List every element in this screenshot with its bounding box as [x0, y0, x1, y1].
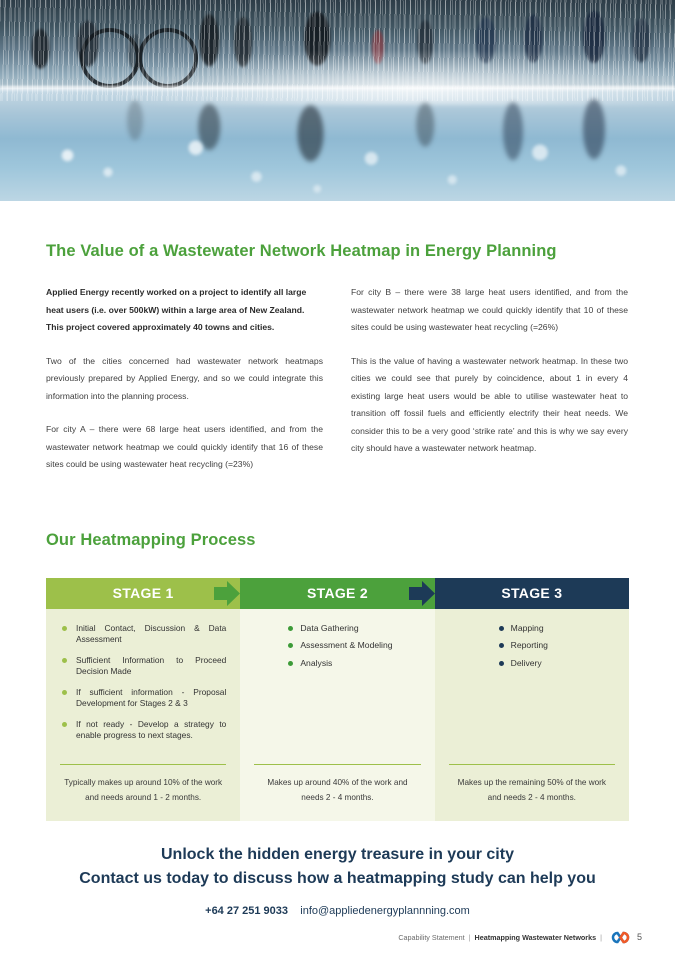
list-item: Sufficient Information to Proceed Decision Made: [60, 655, 226, 678]
paragraph: For city B – there were 38 large heat users identified, and from the wastewater network heatmap we could quickly identify that 10 of these sites could be using wastewater heat recycling (=26%): [351, 287, 628, 332]
value-section-columns: [46, 284, 629, 490]
stage-3-bullet-list: [497, 623, 615, 670]
hero-bokeh-droplets: [0, 125, 675, 201]
value-left-column: [46, 284, 323, 490]
list-item: If sufficient information - Proposal Development for Stages 2 & 3: [60, 687, 226, 710]
cta-line-1: Unlock the hidden energy treasure in your city: [161, 845, 514, 863]
call-to-action: [46, 843, 629, 917]
heatmapping-process-diagram: [46, 578, 629, 821]
stage-note-1: Typically makes up around 10% of the work and needs around 1 - 2 months.: [46, 765, 240, 821]
list-item: Initial Contact, Discussion & Data Assessment: [60, 623, 226, 646]
footer-separator: |: [468, 932, 471, 942]
stage-header-2: [240, 578, 434, 609]
list-item: Analysis: [286, 658, 420, 670]
page-number: 5: [636, 932, 642, 942]
stage-label: STAGE 1: [112, 585, 174, 601]
value-section-title: The Value of a Wastewater Network Heatmap in Energy Planning: [46, 242, 557, 260]
stage-2-bullet-list: [286, 623, 420, 670]
paragraph: This is the value of having a wastewater network heatmap. In these two cities we could see that purely by coincidence, about 1 in every 4 existing large heat users would be able to utilise wastewater heat to transition off fossil fuels and efficiently electrify their heat needs. We consider this to be a very good ‘strike rate’ and this is why we say every city should have a wastewater network heatmap.: [351, 355, 628, 453]
stage-column-3: [435, 609, 629, 764]
process-section-title: Our Heatmapping Process: [46, 530, 256, 549]
hero-horizon-line: [0, 86, 675, 91]
stage-note-row: [46, 765, 629, 821]
list-item: Assessment & Modeling: [286, 640, 420, 652]
company-logo-icon: [611, 931, 630, 944]
list-item: If not ready - Develop a strategy to enable progress to next stages.: [60, 719, 226, 742]
stage-header-bar: [46, 578, 629, 609]
list-item: Reporting: [497, 640, 615, 652]
page-footer: [0, 919, 675, 955]
stage-1-bullet-list: [60, 623, 226, 742]
paragraph: Applied Energy recently worked on a project to identify all large heat users (i.e. over 500kW) within a large area of New Zealand. This project covered approximately 40 towns and cities.: [46, 287, 307, 332]
footer-separator: |: [600, 932, 602, 942]
paragraph: For city A – there were 68 large heat users identified, and from the wastewater network heatmap we could quickly identify that 16 of these sites could be using wastewater heat recycling (=23%): [46, 424, 323, 469]
hero-image: [0, 0, 675, 201]
cta-line-2: Contact us today to discuss how a heatmapping study can help you: [79, 869, 596, 887]
arrow-right-icon: [214, 578, 240, 609]
footer-document-title: Heatmapping Wastewater Networks: [474, 932, 597, 942]
stage-label: STAGE 2: [307, 585, 368, 601]
contact-details: [46, 905, 629, 917]
list-item: Mapping: [497, 623, 615, 635]
stage-header-1: [46, 578, 240, 609]
email-address[interactable]: info@appliedenergyplannning.com: [300, 904, 470, 917]
stage-column-1: [46, 609, 240, 764]
stage-note-3: Makes up the remaining 50% of the work and needs 2 - 4 months.: [435, 765, 629, 821]
stage-header-3: [435, 578, 629, 609]
footer-document-type: Capability Statement: [398, 932, 465, 942]
page-content: [46, 201, 629, 917]
list-item: Delivery: [497, 658, 615, 670]
arrow-right-icon: [409, 578, 435, 609]
phone-number[interactable]: +64 27 251 9033: [205, 904, 289, 917]
list-item: Data Gathering: [286, 623, 420, 635]
paragraph: Two of the cities concerned had wastewater network heatmaps previously prepared by Applied Energy, and so we could integrate this information into the planning process.: [46, 355, 323, 401]
stage-note-2: Makes up around 40% of the work and needs 2 - 4 months.: [240, 765, 434, 821]
stage-body-row: [46, 609, 629, 764]
value-right-column: [351, 284, 628, 490]
stage-column-2: [240, 609, 434, 764]
stage-label: STAGE 3: [501, 585, 563, 601]
